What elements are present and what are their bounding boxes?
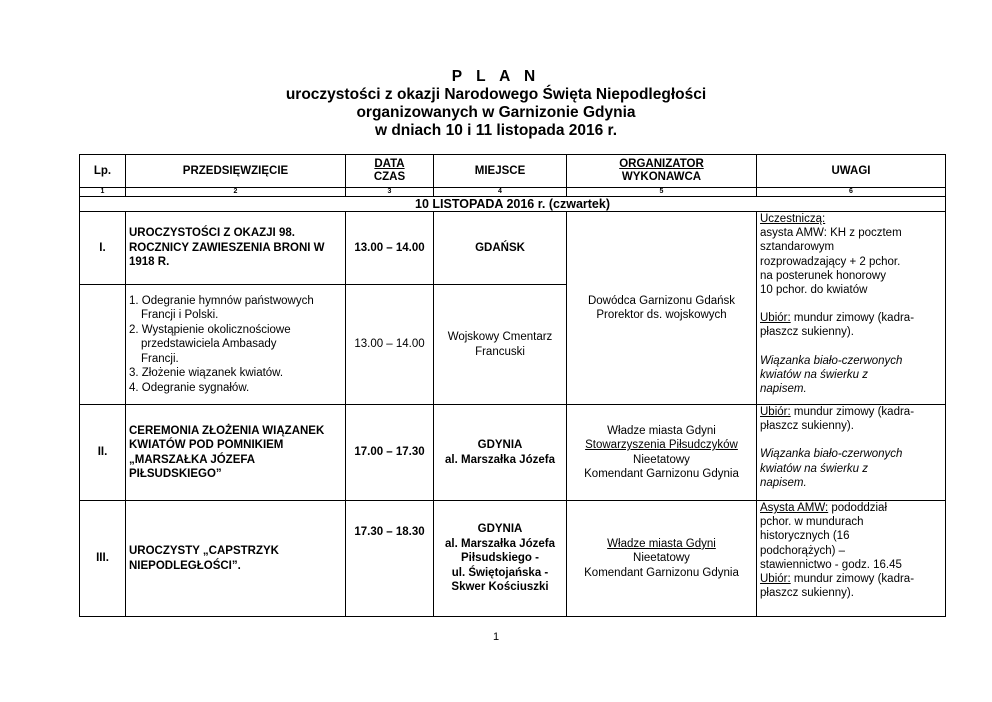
event-organizer bbox=[567, 501, 757, 617]
notes-text: mundur zimowy (kadra- bbox=[790, 312, 915, 325]
document-subtitle-3: w dniach 10 i 11 listopada 2016 r. bbox=[374, 122, 618, 139]
column-number: 1 bbox=[80, 188, 126, 197]
event-notes bbox=[757, 405, 946, 501]
column-number: 4 bbox=[434, 188, 567, 197]
place-line: ul. Świętojańska - bbox=[451, 566, 549, 579]
table-row bbox=[80, 405, 946, 501]
organizer-line: Nieetatowy bbox=[633, 453, 690, 466]
event-title: CEREMONIA ZŁOŻENIA WIĄZANEK KWIATÓW POD POMNIKIEM „MARSZAŁKA JÓZEFA PIŁSUDSKIEGO” bbox=[126, 405, 346, 501]
row-number: II. bbox=[80, 405, 126, 501]
notes-text: mundur zimowy (kadra- bbox=[790, 573, 915, 586]
plan-table bbox=[79, 154, 946, 617]
program-item: 4. Odegranie sygnałów. bbox=[129, 381, 250, 394]
column-header-uwagi: UWAGI bbox=[757, 155, 946, 188]
organizer-line: Stowarzyszenia Piłsudczyków bbox=[585, 439, 738, 452]
document-subtitle-2: organizowanych w Garnizonie Gdynia bbox=[356, 104, 636, 121]
notes-line bbox=[760, 501, 942, 515]
organizer-line: Komendant Garnizonu Gdynia bbox=[584, 467, 739, 480]
column-header-miejsce: MIEJSCE bbox=[434, 155, 567, 188]
column-number: 2 bbox=[126, 188, 346, 197]
column-header-lp: Lp. bbox=[80, 155, 126, 188]
program-item: 1. Odegranie hymnów państwowych bbox=[129, 295, 314, 308]
document-header bbox=[0, 68, 992, 140]
event-organizer bbox=[567, 212, 757, 405]
column-header-przedsiewziecie: PRZEDSIĘWZIĘCIE bbox=[126, 155, 346, 188]
column-header-data: DATA bbox=[374, 158, 405, 170]
column-number: 6 bbox=[757, 188, 946, 197]
event-title: UROCZYSTY „CAPSTRZYK NIEPODLEGŁOŚCI”. bbox=[126, 501, 346, 617]
notes-line bbox=[760, 311, 942, 325]
column-number: 3 bbox=[346, 188, 434, 197]
place-line: Francuski bbox=[475, 345, 525, 358]
program-item: Francji. bbox=[141, 352, 179, 365]
column-header-data-czas bbox=[346, 155, 434, 188]
table-row bbox=[80, 501, 946, 617]
organizer-line: Komendant Garnizonu Gdynia bbox=[584, 566, 739, 579]
notes-line: podchorążych) – bbox=[760, 544, 846, 557]
document-subtitle-1: uroczystości z okazji Narodowego Święta Niepodległości bbox=[285, 86, 707, 103]
table-header-row bbox=[80, 155, 946, 188]
column-number: 5 bbox=[567, 188, 757, 197]
event-time: 13.00 – 14.00 bbox=[346, 285, 434, 405]
organizer-line: Dowódca Garnizonu Gdańsk bbox=[587, 294, 736, 307]
place-line: Wojskowy Cmentarz bbox=[447, 331, 553, 344]
notes-line: płaszcz sukienny). bbox=[760, 420, 854, 433]
notes-line: kwiatów na świerku z bbox=[760, 368, 869, 381]
notes-label: Ubiór: bbox=[760, 406, 791, 418]
program-item: 3. Złożenie wiązanek kwiatów. bbox=[129, 367, 284, 380]
column-header-organizator: ORGANIZATOR bbox=[619, 158, 704, 170]
notes-line: historycznych (16 bbox=[760, 530, 850, 543]
event-title: UROCZYSTOŚCI Z OKAZJI 98. ROCZNICY ZAWIESZENIA BRONI W 1918 R. bbox=[126, 212, 346, 285]
place-line: al. Marszałka Józefa bbox=[445, 453, 555, 466]
notes-line: na posterunek honorowy bbox=[760, 269, 886, 282]
notes-line: Wiązanka biało-czerwonych bbox=[760, 448, 903, 461]
event-place bbox=[434, 501, 567, 617]
event-place: GDAŃSK bbox=[434, 212, 567, 285]
notes-spacer bbox=[760, 340, 942, 354]
program-item: 2. Wystąpienie okolicznościowe bbox=[129, 323, 291, 336]
event-time: 13.00 – 14.00 bbox=[346, 212, 434, 285]
row-number: I. bbox=[80, 212, 126, 285]
organizer-line: Prorektor ds. wojskowych bbox=[596, 309, 727, 321]
place-line: Skwer Kościuszki bbox=[451, 581, 549, 594]
event-notes bbox=[757, 212, 946, 405]
document-title: P L A N bbox=[451, 68, 541, 85]
column-header-wykonawca: WYKONAWCA bbox=[621, 171, 702, 183]
notes-text: mundur zimowy (kadra- bbox=[790, 406, 915, 418]
notes-spacer bbox=[760, 433, 942, 447]
day-header-row bbox=[80, 197, 946, 212]
notes-label: Ubiór: bbox=[760, 312, 791, 325]
event-place bbox=[434, 285, 567, 405]
organizer-line: Władze miasta Gdyni bbox=[607, 424, 716, 437]
event-place bbox=[434, 405, 567, 501]
program-item: przedstawiciela Ambasady bbox=[141, 338, 277, 351]
page-number: 1 bbox=[492, 631, 500, 643]
notes-line: asysta AMW: KH z pocztem bbox=[760, 227, 902, 240]
notes-line: Uczestniczą: bbox=[760, 213, 826, 225]
notes-text: pododdział bbox=[828, 502, 887, 514]
notes-label: Ubiór: bbox=[760, 573, 791, 586]
column-header-czas: CZAS bbox=[373, 171, 406, 183]
place-line: GDYNIA bbox=[477, 523, 523, 536]
event-time: 17.30 – 18.30 bbox=[346, 501, 434, 617]
place-line: al. Marszałka Józefa bbox=[445, 537, 555, 550]
notes-line: pchor. w mundurach bbox=[760, 516, 864, 529]
notes-line: sztandarowym bbox=[760, 241, 835, 254]
notes-spacer bbox=[760, 297, 942, 311]
event-program bbox=[126, 285, 346, 405]
notes-line: napisem. bbox=[760, 476, 807, 489]
row-number-empty bbox=[80, 285, 126, 405]
column-header-organizator-wykonawca bbox=[567, 155, 757, 188]
notes-line bbox=[760, 572, 942, 586]
place-line: GDYNIA bbox=[477, 439, 523, 452]
program-item: Francji i Polski. bbox=[141, 309, 219, 322]
place-line: Piłsudskiego - bbox=[461, 552, 539, 565]
day-header: 10 LISTOPADA 2016 r. (czwartek) bbox=[80, 197, 946, 212]
row-number: III. bbox=[80, 501, 126, 617]
event-organizer bbox=[567, 405, 757, 501]
notes-line: 10 pchor. do kwiatów bbox=[760, 284, 868, 297]
notes-line: płaszcz sukienny). bbox=[760, 326, 854, 339]
table-row bbox=[80, 212, 946, 285]
notes-line: kwiatów na świerku z bbox=[760, 462, 869, 475]
event-notes bbox=[757, 501, 946, 617]
organizer-line: Nieetatowy bbox=[633, 552, 690, 565]
notes-label: Asysta AMW: bbox=[760, 502, 829, 514]
notes-line bbox=[760, 405, 942, 419]
notes-line: rozprowadzający + 2 pchor. bbox=[760, 255, 901, 268]
notes-line: napisem. bbox=[760, 383, 807, 396]
notes-line: płaszcz sukienny). bbox=[760, 587, 854, 600]
event-time: 17.00 – 17.30 bbox=[346, 405, 434, 501]
notes-line: Wiązanka biało-czerwonych bbox=[760, 354, 903, 367]
organizer-line: Władze miasta Gdyni bbox=[607, 537, 716, 550]
column-number-row bbox=[80, 188, 946, 197]
notes-line: stawiennictwo - godz. 16.45 bbox=[760, 558, 902, 571]
